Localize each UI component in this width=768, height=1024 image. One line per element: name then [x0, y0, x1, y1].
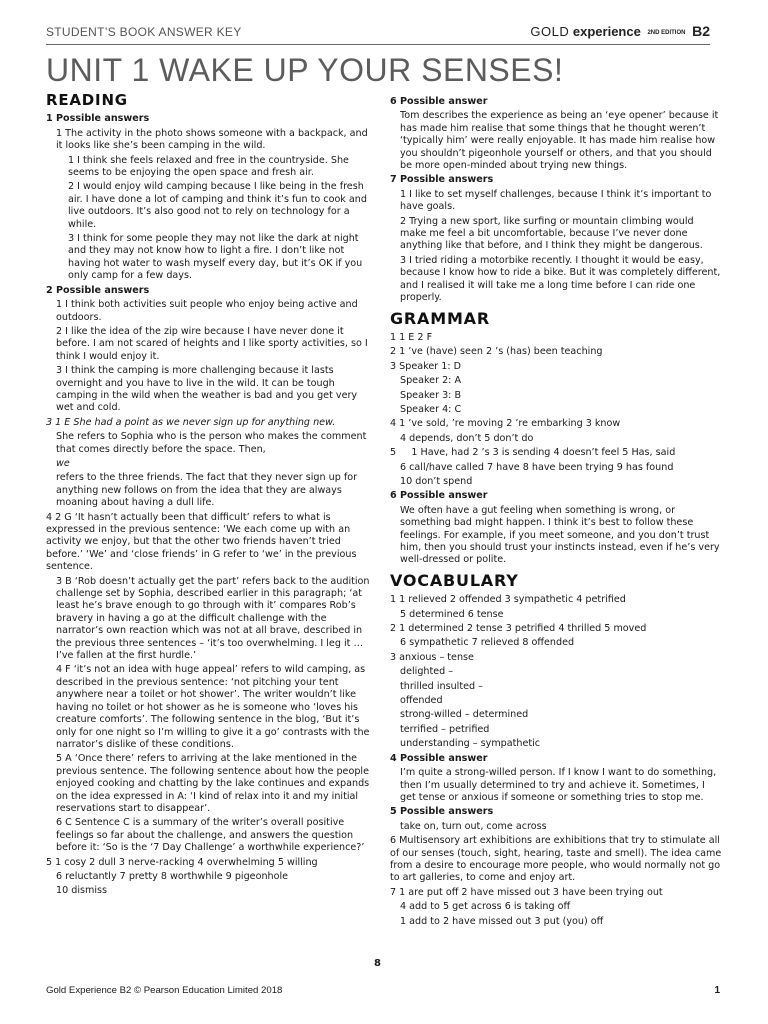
- grammar-q5-c: 10 don’t spend: [400, 475, 473, 487]
- vocab-q3-d: offended: [400, 695, 443, 707]
- grammar-q5-b: 6 call/have called 7 have 8 have been trying 9 has found: [400, 461, 674, 473]
- reading-q1-1-2: 2 I would enjoy wild camping because I like being in the fresh air. I have done a lot of camping and think it’s fun to cook and live outdoors. It’s also good not to rely on technology for a while.: [68, 181, 367, 230]
- vocab-q6: 6 Multisensory art exhibitions are exhibitions that try to stimulate all of our senses (touch, sight, hearing, taste and smell). The idea came from a desire to encourage more people, who would normally not go to art galleries, to come and enjoy art.: [390, 835, 722, 884]
- grammar-q3-b: Speaker 2: A: [400, 375, 462, 387]
- vocab-q5-head: 5 Possible answers: [390, 806, 494, 818]
- reading-q3-line3: we: [56, 457, 70, 469]
- reading-q4-4: 4 F ‘it’s not an idea with huge appeal’ refers to wild camping, as described in the previous sentence: ‘not pitching your tent anywhere near a toilet or hot shower’. The writer wouldn’t like having no toilet or hot shower as he is someone who ‘loves his creature comforts’. The following sentence in the blog, ‘But it’s only for one night so I’m willing to give it a go’ contrasts with the narrator’s dislike of these conditions.: [56, 664, 370, 750]
- reading-q3-line1: 3 1 E She had a point as we never sign up for anything new.: [46, 416, 336, 428]
- reading-q7-2: 2 Trying a new sport, like surfing or mountain climbing would make me feel a bit uncomfortable, because I’ve never done anything like that before, and I think they might be dangerous.: [400, 215, 703, 252]
- vocab-q2-b: 6 sympathetic 7 relieved 8 offended: [400, 637, 575, 649]
- unit-title: UNIT 1 WAKE UP YOUR SENSES!: [46, 52, 564, 88]
- grammar-q2: 2 1 ’ve (have) seen 2 ’s (has) been teaching: [390, 346, 603, 358]
- reading-q4-6: 6 C Sentence C is a summary of the writer’s overall positive feelings so far about the challenge, and answers the question before it: ‘So is the ‘7 Day Challenge’ a worthwhile experience?’: [56, 817, 365, 854]
- vocab-q7: 7 1 are put off 2 have missed out 3 have been trying out: [390, 886, 663, 898]
- vocab-q7-b: 4 add to 5 get across 6 is taking off: [400, 901, 571, 913]
- reading-q3-line2: She refers to Sophia who is the person who makes the comment that comes directly before the space. Then,: [56, 431, 367, 455]
- footer-copyright: Gold Experience B2 © Pearson Education Limited 2018: [46, 985, 283, 996]
- brand-gold: GOLD: [530, 24, 570, 39]
- grammar-q6-text: We often have a gut feeling when something is wrong, or something bad might happen. I think it’s best to follow these feelings. For example, if you meet someone, and you don’t trust him, then you should trust your instincts instead, even if he’s very well-dressed or polite.: [400, 504, 720, 566]
- reading-q5-line3: 10 dismiss: [56, 885, 108, 897]
- reading-q7-1: 1 I like to set myself challenges, because I think it’s important to have goals.: [400, 188, 712, 213]
- vocab-q3-g: understanding – sympathetic: [400, 738, 541, 750]
- brand-logo: [530, 23, 710, 39]
- grammar-q6-head: 6 Possible answer: [390, 490, 488, 502]
- vocab-q2: 2 1 determined 2 tense 3 petrified 4 thrilled 5 moved: [390, 623, 647, 635]
- reading-q2-head: 2 Possible answers: [46, 284, 150, 296]
- question-number-marker: 8: [374, 958, 381, 969]
- reading-q4-2: 4 2 G ‘It hasn’t actually been that difficult’ refers to what is expressed in the previous sentence: ‘We each come up with an activity we enjoy, but that the other two friends haven’t tried before.’ ‘We’ and ‘close friends’ in G refer to ‘we’ in the previous sentence.: [46, 511, 357, 573]
- reading-q1-head: 1 Possible answers: [46, 113, 150, 125]
- page-number: 1: [714, 985, 720, 996]
- reading-q1-1-1: 1 I think she feels relaxed and free in the countryside. She seems to be enjoying the open space and fresh air.: [68, 154, 349, 179]
- grammar-q3-d: Speaker 4: C: [400, 403, 462, 415]
- page-header: [46, 25, 710, 43]
- vocab-q1-b: 5 determined 6 tense: [400, 608, 504, 620]
- header-title: STUDENT’S BOOK ANSWER KEY: [46, 25, 242, 39]
- reading-q6-text: Tom describes the experience as being an ‘eye opener’ because it has made him realise that some things that he thought weren’t ‘typically him’ were really enjoyable. It has made him realise how you shouldn’t pigeonhole yourself or others, and that you should be more open-minded about trying new things.: [400, 110, 719, 172]
- reading-heading: READING: [46, 91, 128, 109]
- reading-q7-head: 7 Possible answers: [390, 174, 494, 186]
- vocabulary-heading: VOCABULARY: [390, 570, 519, 590]
- reading-q5-line1: 5 1 cosy 2 dull 3 nerve-racking 4 overwhelming 5 willing: [46, 856, 318, 868]
- vocab-q3-f: terrified – petrified: [400, 723, 490, 735]
- vocab-q4-text: I’m quite a strong-willed person. If I know I want to do something, then I’m usually determined to try and achieve it. Sometimes, I get tense or anxious if someone or something tries to stop me.: [400, 767, 717, 803]
- reading-q2-2: 2 I like the idea of the zip wire because I have never done it before. I am not scared of heights and I like sporty activities, so I think I would enjoy it.: [56, 325, 368, 362]
- grammar-q4: 4 1 ’ve sold, ’re moving 2 ’re embarking 3 know: [390, 418, 621, 430]
- reading-q5-line2: 6 reluctantly 7 pretty 8 worthwhile 9 pigeonhole: [56, 870, 289, 882]
- grammar-q3-c: Speaker 3: B: [400, 389, 462, 401]
- reading-q6-head: 6 Possible answer: [390, 96, 488, 107]
- grammar-heading: GRAMMAR: [390, 308, 490, 328]
- grammar-q3: 3 Speaker 1: D: [390, 360, 461, 372]
- reading-q2-1: 1 I think both activities suit people who enjoy being active and outdoors.: [56, 299, 358, 323]
- vocab-q4-head: 4 Possible answer: [390, 752, 488, 764]
- vocab-q5-text: take on, turn out, come across: [400, 820, 547, 832]
- header-divider: [46, 44, 710, 45]
- grammar-q5: 5 1 Have, had 2 ’s 3 is sending 4 doesn’t feel 5 Has, said: [390, 447, 676, 459]
- reading-q1-1-3: 3 I think for some people they may not like the dark at night and they may not know how to light a fire. I don’t like not having hot water to wash myself every day, but it’s OK if you only camp for a few days.: [68, 233, 363, 282]
- reading-q1-1: 1 The activity in the photo shows someone with a backpack, and it looks like she’s been camping in the wild.: [56, 127, 368, 152]
- vocab-q8: 1 add to 2 have missed out 3 put (you) off: [400, 915, 604, 927]
- right-column: [390, 96, 722, 930]
- vocab-q3-b: delighted –: [400, 666, 454, 678]
- reading-q4-3: 3 B ‘Rob doesn’t actually get the part’ refers back to the audition challenge set by Sophia, described earlier in this paragraph; ‘at least he’s brave enough to go through with it’ compares Rob’s bravery in having a go at the difficult challenge with the narrator’s own reaction which was not at all brave, described in the previous three sentences – ‘it’s too overwhelming. I leg it … I’ve fallen at the first hurdle.’: [56, 575, 370, 662]
- vocab-q3-e: strong-willed – determined: [400, 709, 529, 721]
- brand-level: B2: [692, 23, 710, 39]
- reading-q3-line4: refers to the three friends. The fact that they never sign up for anything new follows on from the idea that they are always moaning about having a dull life.: [56, 472, 358, 509]
- vocab-q1: 1 1 relieved 2 offended 3 sympathetic 4 petrified: [390, 594, 626, 606]
- brand-experience: experience: [572, 24, 641, 39]
- vocab-q3-c: thrilled insulted –: [400, 680, 483, 692]
- left-column: [46, 92, 376, 900]
- reading-q2-3: 3 I think the camping is more challenging because it lasts overnight and you have to live in the wild. It can be tough camping in the wild when the weather is bad and you get very wet and cold.: [56, 365, 358, 414]
- vocab-q3: 3 anxious – tense: [390, 651, 474, 663]
- reading-q7-3: 3 I tried riding a motorbike recently. I thought it would be easy, because I know how to ride a bike. But it was completely different, and I realised it will take me a long time before I can ride one properly.: [400, 254, 721, 304]
- grammar-q1: 1 1 E 2 F: [390, 331, 433, 343]
- brand-edition: 2ND EDITION: [647, 30, 686, 36]
- reading-q4-5: 5 A ‘Once there’ refers to arriving at the lake mentioned in the previous sentence. The following sentence about how the people enjoyed cooking and chatting by the lake continues and expands on the idea expressed in A: ‘I kind of relax into it and my initial reservations start to disappear’.: [56, 753, 370, 814]
- grammar-q4-b: 4 depends, don’t 5 don’t do: [400, 432, 534, 444]
